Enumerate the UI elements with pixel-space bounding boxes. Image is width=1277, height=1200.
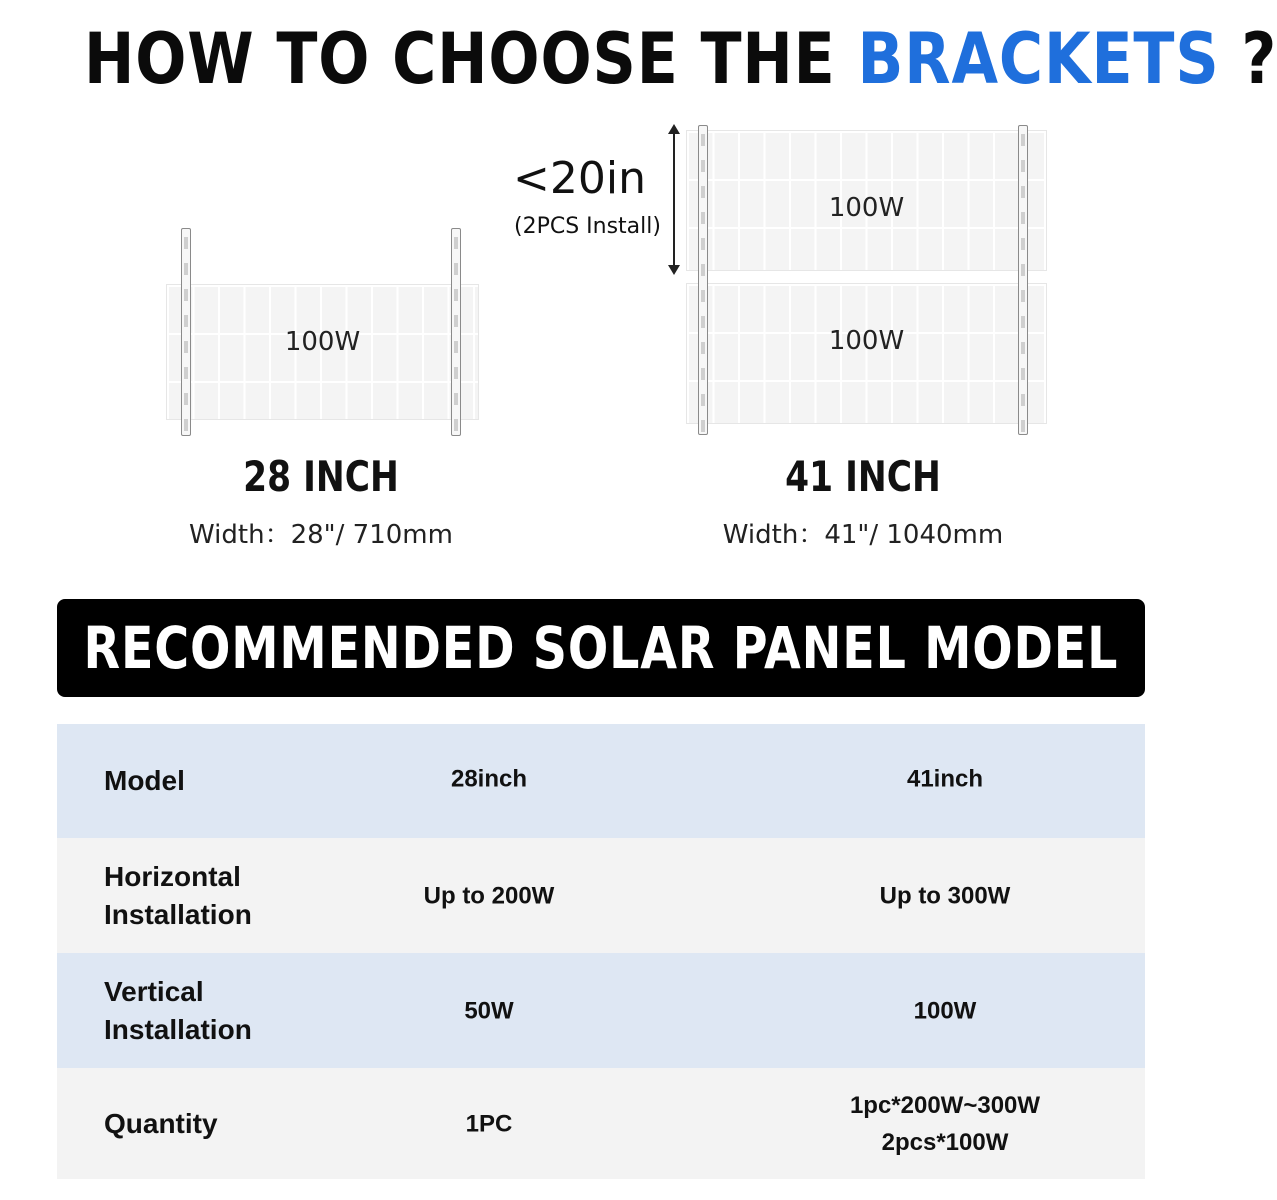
- bracket-rail-left: [698, 125, 708, 435]
- arrow-down-icon: [668, 265, 680, 275]
- cell-41inch: Up to 300W: [879, 882, 1011, 909]
- cell-28inch: 50W: [464, 997, 514, 1024]
- solar-panel-41-top: [686, 130, 1047, 271]
- bracket-rail-right: [1018, 125, 1028, 435]
- panel-label: 100W: [284, 327, 361, 357]
- table-row: [57, 724, 1145, 838]
- spacing-note: (2PCS Install): [514, 214, 661, 239]
- row-label: Vertical Installation: [104, 975, 252, 1045]
- cell-41inch: 100W: [913, 997, 977, 1024]
- cell-28inch: 28inch: [450, 765, 528, 793]
- size-width-41: Width：41"/ 1040mm: [722, 520, 1004, 550]
- cell-41inch: 1pc*200W~300W 2pcs*100W: [849, 1091, 1041, 1156]
- panel-label: 100W: [828, 326, 905, 356]
- size-title-28: 28 INCH: [243, 452, 399, 501]
- dimension-line: [673, 128, 675, 271]
- size-title-41: 41 INCH: [785, 452, 941, 501]
- cell-28inch: Up to 200W: [423, 882, 555, 909]
- table-row: [57, 1068, 1145, 1179]
- recommendation-banner: [57, 599, 1145, 697]
- size-width-28: Width：28"/ 710mm: [189, 520, 453, 550]
- solar-panel-28: [166, 284, 479, 420]
- panel-label: 100W: [828, 193, 905, 223]
- row-label: Model: [104, 765, 185, 796]
- recommendation-table: [57, 724, 1145, 1179]
- solar-panel-41-bottom: [686, 283, 1047, 424]
- row-label: Horizontal Installation: [104, 860, 252, 930]
- cell-41inch: 41inch: [906, 765, 984, 793]
- spacing-value: <20in: [513, 153, 646, 204]
- bracket-rail-right: [451, 228, 461, 436]
- cell-28inch: 1PC: [465, 1110, 513, 1137]
- page-headline: HOW TO CHOOSE THE BRACKETS ?: [84, 18, 1277, 100]
- table-row: [57, 953, 1145, 1068]
- table-row: [57, 838, 1145, 953]
- row-label: Quantity: [104, 1107, 218, 1139]
- bracket-rail-left: [181, 228, 191, 436]
- banner-title: RECOMMENDED SOLAR PANEL MODEL: [83, 614, 1119, 682]
- headline-accent: BRACKETS: [857, 18, 1220, 100]
